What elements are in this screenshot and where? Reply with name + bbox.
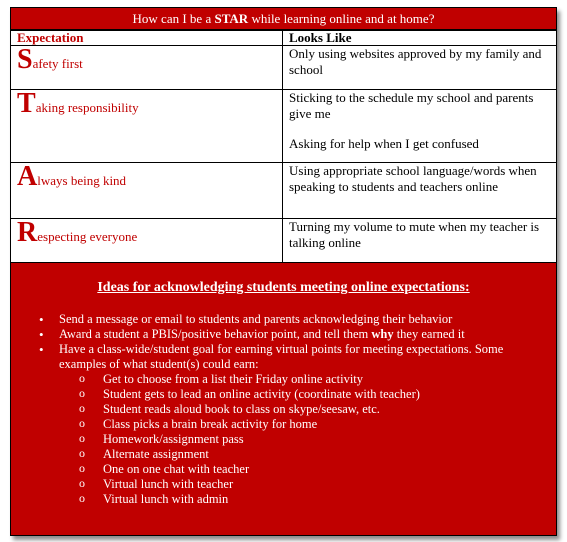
title-bar [11, 8, 556, 30]
expectation-rest: especting everyone [37, 229, 138, 244]
expectation-cell [11, 90, 283, 163]
title-before: How can I be a [132, 11, 215, 26]
table-header-row [11, 31, 556, 46]
looks-like-text: Sticking to the schedule my school and parents give me [289, 90, 534, 121]
star-expectations-card [10, 7, 557, 536]
looks-like-text: Using appropriate school language/words when speaking to students and teachers online [289, 163, 537, 194]
list-item: o Alternate assignment [103, 447, 542, 462]
looks-like-text: Only using websites approved by my family and school [289, 46, 542, 77]
expectation-rest: lways being kind [37, 173, 127, 188]
table-row [11, 46, 556, 90]
list-item: o Student gets to lead an online activity (coordinate with teacher) [103, 387, 542, 402]
expectation-cell [11, 219, 283, 263]
title-after: while learning online and at home? [248, 11, 435, 26]
looks-like-cell [283, 163, 557, 219]
expectation-cell [11, 163, 283, 219]
star-letter: S [17, 44, 33, 75]
looks-like-text: Turning my volume to mute when my teacher is talking online [289, 219, 540, 250]
ideas-heading: Ideas for acknowledging students meeting online expectations: [97, 280, 470, 295]
ideas-section [11, 263, 556, 507]
title-star: STAR [214, 11, 249, 26]
bullet-text-before: Award a student a PBIS/positive behavior point, and tell them [59, 327, 372, 341]
ideas-list [11, 312, 556, 507]
expectations-table [11, 30, 556, 263]
list-item: o Class picks a brain break activity for home [103, 417, 542, 432]
looks-like-cell [283, 46, 557, 90]
expectation-rest: aking responsibility [35, 100, 139, 115]
looks-like-cell [283, 90, 557, 163]
list-item [59, 342, 556, 507]
looks-like-text: Asking for help when I get confused [289, 136, 479, 151]
expectation-rest: afety first [32, 56, 83, 71]
list-item: o Virtual lunch with admin [103, 492, 542, 507]
expectation-cell [11, 46, 283, 90]
bullet-text-after: they earned it [393, 327, 465, 341]
list-item: o Virtual lunch with teacher [103, 477, 542, 492]
table-row [11, 163, 556, 219]
header-looks-like: Looks Like [283, 31, 557, 46]
list-item: o Homework/assignment pass [103, 432, 542, 447]
list-item: o One on one chat with teacher [103, 462, 542, 477]
bullet-text: Have a class-wide/student goal for earning virtual points for meeting expectations. Some examples of what student(s) could earn: [59, 342, 504, 371]
star-letter: T [17, 88, 36, 119]
star-letter: R [17, 217, 38, 248]
header-expectation: Expectation [11, 31, 283, 46]
table-row [11, 90, 556, 163]
list-item: o Student reads aloud book to class on skype/seesaw, etc. [103, 402, 542, 417]
list-item: • Send a message or email to students and parents acknowledging their behavior [59, 312, 556, 327]
list-item: o Get to choose from a list their Friday online activity [103, 372, 542, 387]
looks-like-cell [283, 219, 557, 263]
bullet-text-bold: why [371, 327, 394, 341]
table-row [11, 219, 556, 263]
list-item [59, 327, 556, 342]
examples-list [59, 372, 542, 507]
star-letter: A [17, 161, 38, 192]
